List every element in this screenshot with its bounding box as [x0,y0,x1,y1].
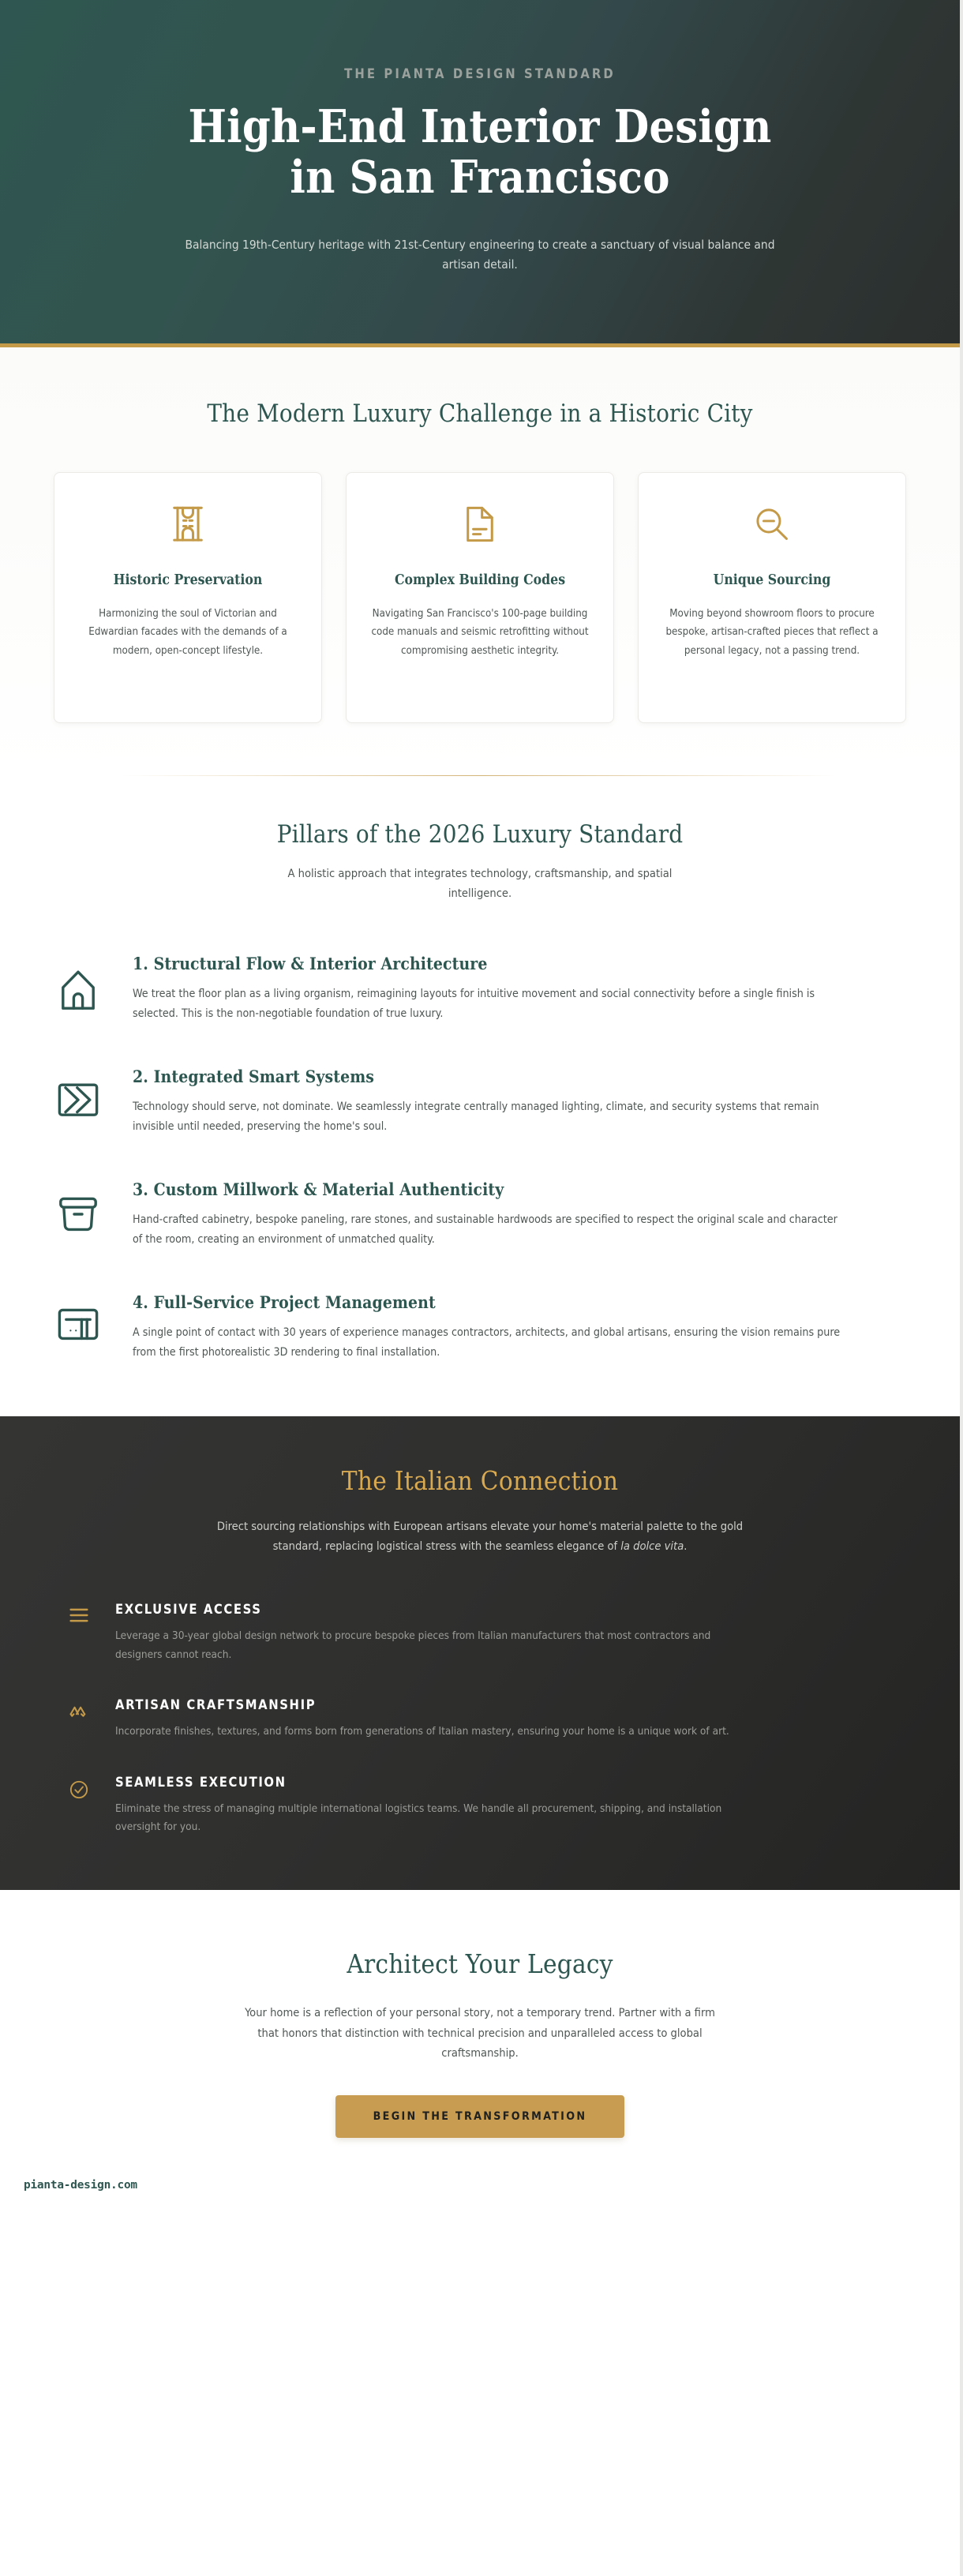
challenge-card-body: Moving beyond showroom floors to procure bespoke, artisan-crafted pieces that reflect a personal legacy, not a passing trend. [665,607,879,657]
italian-benefit-text [115,1697,912,1741]
footer [0,2138,960,2215]
italian-benefit-body: Eliminate the stress of managing multiple international logistics teams. We handle all procurement, shipping, and installation oversight for you. [115,1802,722,1833]
home-icon [47,954,109,1012]
italian-benefit-title: SEAMLESS EXECUTION [115,1774,287,1790]
document-text-icon [370,503,590,546]
check-circle-icon [63,1775,95,1800]
pillar-text [133,1292,912,1363]
layout-dashboard-icon [47,1292,109,1341]
begin-transformation-button[interactable]: BEGIN THE TRANSFORMATION [335,2095,625,2138]
italian-benefit-text [115,1775,912,1837]
challenge-title: The Modern Luxury Challenge in a Historic City [207,399,753,428]
mountain-peaks-icon [63,1697,95,1719]
pillar-list [47,954,912,1363]
challenge-section [0,347,960,776]
italian-title: The Italian Connection [341,1464,619,1496]
pillar-item [47,954,912,1024]
italian-connection-section [0,1416,960,1891]
pillar-body: We treat the floor plan as a living organism, reimagining layouts for intuitive movement and social connectivity before a single finish is selected. This is the non-negotiable foundation of true luxury. [133,987,815,1020]
italian-subtitle [204,1517,756,1557]
pillar-item [47,1067,912,1137]
menu-lines-icon [63,1602,95,1624]
hero-section [0,0,960,347]
challenge-card-title: Complex Building Codes [394,572,566,588]
pillar-item [47,1179,912,1250]
italian-subtitle-part1: Direct sourcing relationships with European artisans elevate your home's material palette to the gold standard, replacing logistical stress with the seamless elegance of [216,1519,744,1554]
pillars-subtitle: A holistic approach that integrates technology, craftsmanship, and spatial intelligence. [287,866,673,900]
challenge-card-body: Harmonizing the soul of Victorian and Edwardian facades with the demands of a modern, open-concept lifestyle. [88,607,287,657]
challenge-card[interactable] [346,472,614,723]
pillar-body: Technology should serve, not dominate. We seamlessly integrate centrally managed lighting, climate, and security systems that remain invisible until needed, preserving the home's soul. [133,1100,819,1133]
challenge-card-title: Historic Preservation [113,572,263,588]
italian-subtitle-italic: la dolce vita [620,1539,684,1554]
pillar-body: Hand-crafted cabinetry, bespoke paneling, rare stones, and sustainable hardwoods are specified to respect the original scale and character of the room, creating an environment of unmatched quality. [133,1213,837,1246]
section-divider [122,775,837,776]
pillar-item [47,1292,912,1363]
footer-url[interactable]: pianta-design.com [24,2178,137,2192]
challenge-card-body: Navigating San Francisco's 100-page building code manuals and seismic retrofitting without compromising aesthetic integrity. [371,607,589,657]
pillar-title: 4. Full-Service Project Management [133,1292,436,1312]
pillar-title: 1. Structural Flow & Interior Architecture [133,953,488,973]
cta-subtitle: Your home is a reflection of your personal story, not a temporary trend. Partner with a firm that honors that distinction with technical precision and unparalleled access to global craftsmanship. [245,2006,715,2060]
pillar-body: A single point of contact with 30 years of experience manages contractors, architects, and global artisans, ensuring the vision remains pure from the first photorealistic 3D rendering to final installation. [133,1325,841,1359]
challenge-card-title: Unique Sourcing [713,572,831,588]
italian-benefit-body: Incorporate finishes, textures, and forms born from generations of Italian mastery, ensuring your home is a unique work of art. [115,1725,729,1738]
pillar-text [133,954,912,1024]
pillars-title: Pillars of the 2026 Luxury Standard [276,819,684,849]
italian-benefit-text [115,1602,912,1664]
italian-benefit-title: ARTISAN CRAFTSMANSHIP [115,1697,317,1713]
cta-section [0,1890,960,2137]
zoom-out-magnifier-icon [662,503,882,546]
pillar-text [133,1067,912,1137]
italian-benefit-item [63,1775,912,1837]
pillar-text [133,1179,912,1250]
fast-forward-chevrons-icon [47,1067,109,1119]
italian-benefit-body: Leverage a 30-year global design network to procure bespoke pieces from Italian manufacturers that most contractors and designers cannot reach. [115,1629,711,1661]
italian-benefit-item [63,1602,912,1664]
italian-subtitle-part2: . [684,1539,688,1554]
pillar-title: 3. Custom Millwork & Material Authenticity [133,1179,504,1199]
challenge-card-list [47,472,912,723]
landmark-building-icon [78,503,298,546]
challenge-card[interactable] [54,472,322,723]
pillars-section [0,776,960,1416]
page-title: High-End Interior Design in San Francisco [188,100,772,204]
archive-box-icon [47,1179,109,1233]
italian-benefit-title: EXCLUSIVE ACCESS [115,1602,262,1618]
hero-eyebrow: THE PIANTA DESIGN STANDARD [344,66,616,81]
italian-benefit-list [47,1602,912,1836]
hero-subtitle: Balancing 19th-Century heritage with 21st-Century engineering to create a sanctuary of visual balance and artisan detail. [185,237,775,272]
challenge-card[interactable] [638,472,906,723]
italian-benefit-item [63,1697,912,1741]
cta-title: Architect Your Legacy [347,1948,613,1980]
pillar-title: 2. Integrated Smart Systems [133,1066,375,1086]
